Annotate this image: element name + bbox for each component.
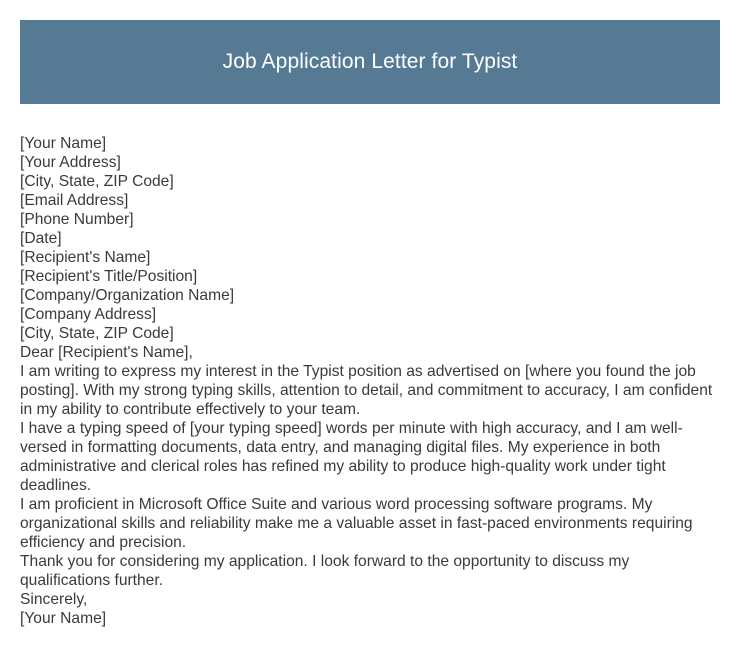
paragraph-thanks: Thank you for considering my application. I look forward to the opportunity to discuss my qualifications further.: [20, 553, 630, 589]
paragraph-skills: I have a typing speed of [your typing speed] words per minute with high accuracy, and I am well-versed in formatting documents, data entry, and managing digital files. My experience in both administrative and clerical roles has refined my ability to produce high-quality work under tight deadlines.: [20, 420, 683, 494]
page-title: Job Application Letter for Typist: [222, 50, 518, 73]
recipient-name: [Recipient's Name]: [20, 249, 151, 266]
sender-city-state-zip: [City, State, ZIP Code]: [20, 173, 174, 190]
recipient-title: [Recipient's Title/Position]: [20, 268, 198, 285]
sender-address: [Your Address]: [20, 154, 121, 171]
sender-name: [Your Name]: [20, 135, 107, 152]
sender-phone: [Phone Number]: [20, 211, 134, 228]
company-address: [Company Address]: [20, 306, 157, 323]
letter-date: [Date]: [20, 230, 62, 247]
salutation: Dear [Recipient's Name],: [20, 344, 193, 361]
paragraph-proficiency: I am proficient in Microsoft Office Suite and various word processing software programs. My organizational skills and reliability make me a valuable asset in fast-paced environments requiring efficiency and precision.: [20, 496, 693, 551]
letter-body: [20, 134, 722, 628]
sender-email: [Email Address]: [20, 192, 129, 209]
company-city-state-zip: [City, State, ZIP Code]: [20, 325, 174, 342]
closing: Sincerely,: [20, 591, 88, 608]
signature-name: [Your Name]: [20, 610, 107, 627]
company-name: [Company/Organization Name]: [20, 287, 235, 304]
paragraph-interest: I am writing to express my interest in the Typist position as advertised on [where you found the job posting]. With my strong typing skills, attention to detail, and commitment to accuracy, I am confident in my ability to contribute effectively to your team.: [20, 363, 713, 418]
title-banner: [20, 20, 720, 104]
